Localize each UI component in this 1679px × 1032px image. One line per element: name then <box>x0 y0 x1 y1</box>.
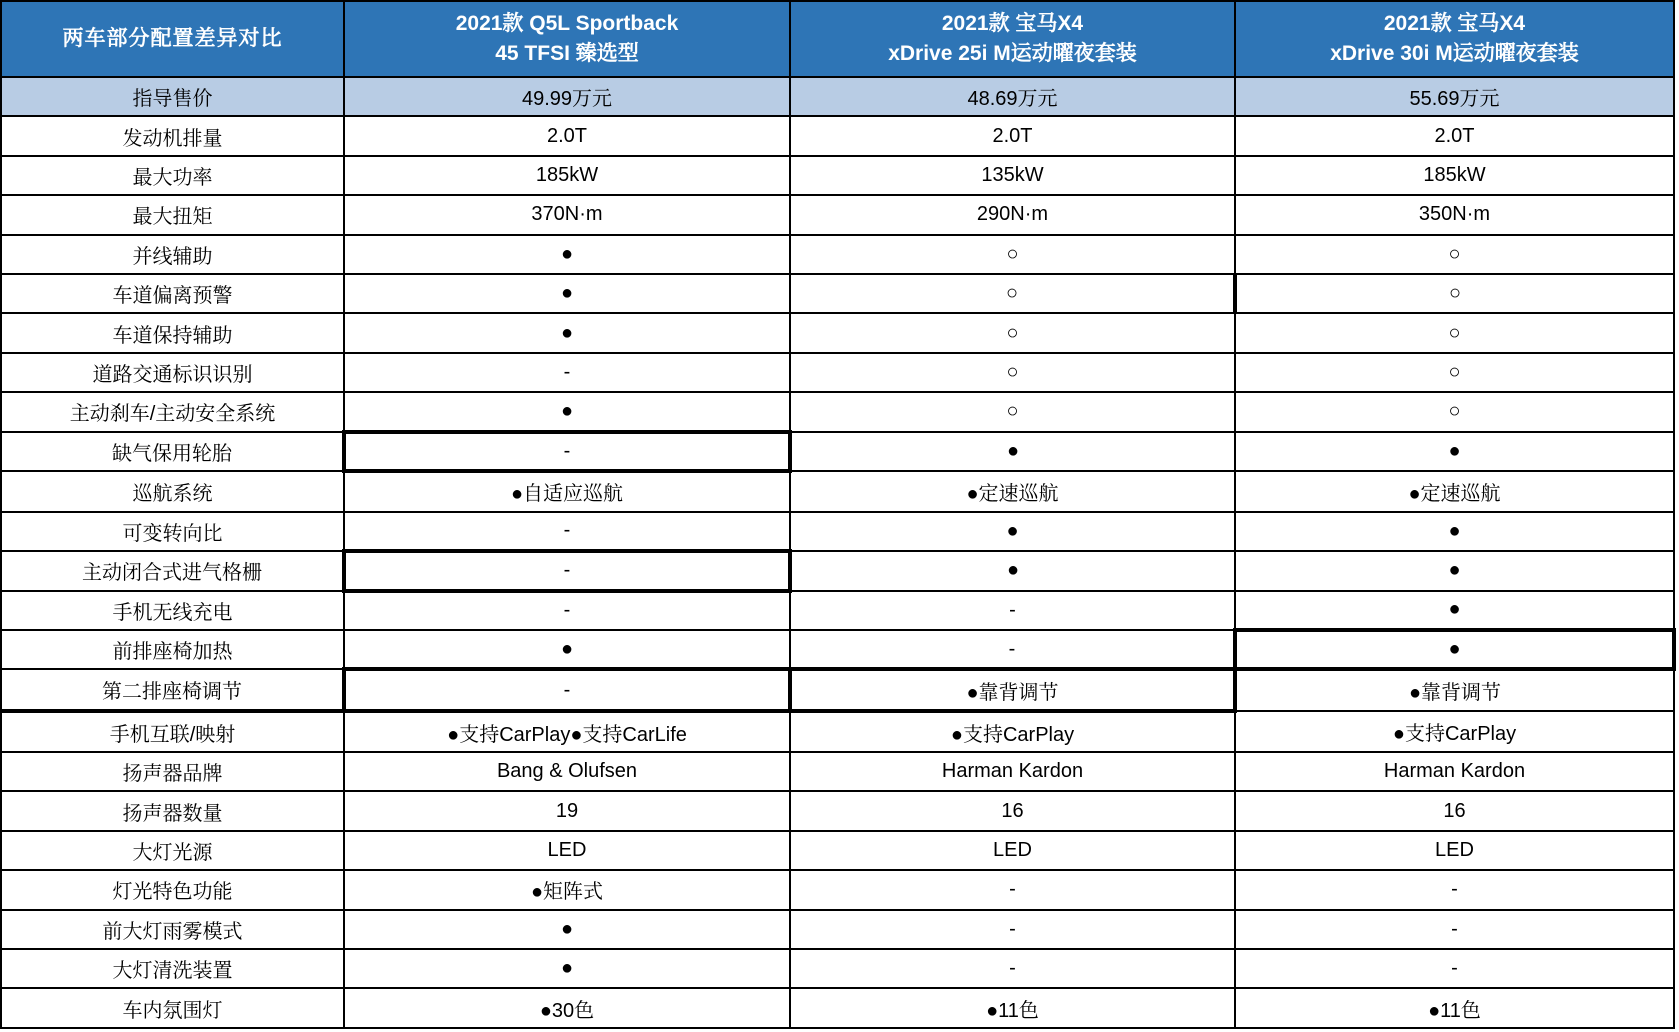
cell-value: ● <box>344 630 790 669</box>
cell-value: 16 <box>1235 791 1674 830</box>
cell-value: LED <box>790 831 1235 870</box>
cell-value: LED <box>1235 831 1674 870</box>
cell-value: ●定速巡航 <box>790 471 1235 512</box>
cell-value: 185kW <box>1235 156 1674 195</box>
cell-value: - <box>790 910 1235 949</box>
column-header-q5l-sportback <box>344 1 790 77</box>
cell-value: Harman Kardon <box>790 752 1235 791</box>
row-label: 道路交通标识识别 <box>1 353 344 392</box>
row-label: 前排座椅加热 <box>1 630 344 669</box>
column-title-line: 2021款 宝马X4 <box>941 11 1084 35</box>
table-row <box>1 910 1674 949</box>
table-row <box>1 116 1674 155</box>
table-row <box>1 551 1674 590</box>
cell-value: 2.0T <box>344 116 790 155</box>
table-row <box>1 274 1674 313</box>
cell-value: ●定速巡航 <box>1235 471 1674 512</box>
column-title-line: 2021款 Q5L Sportback <box>455 11 679 35</box>
cell-value: 185kW <box>344 156 790 195</box>
row-label: 大灯清洗装置 <box>1 949 344 988</box>
row-label: 灯光特色功能 <box>1 870 344 909</box>
cell-value: ●支持CarPlay <box>790 711 1235 752</box>
table-row <box>1 235 1674 274</box>
cell-value: ●支持CarPlay <box>1235 711 1674 752</box>
cell-value: ●支持CarPlay●支持CarLife <box>344 711 790 752</box>
column-header-bmw-x4-30i <box>1235 1 1674 77</box>
row-label: 车道保持辅助 <box>1 313 344 352</box>
table-row <box>1 471 1674 512</box>
table-row <box>1 711 1674 752</box>
cell-value: - <box>790 630 1235 669</box>
cell-value: - <box>1235 949 1674 988</box>
row-label: 可变转向比 <box>1 512 344 551</box>
cell-value: - <box>1235 870 1674 909</box>
cell-value: ○ <box>1235 392 1674 431</box>
cell-value: - <box>344 353 790 392</box>
column-title-line: xDrive 30i M运动曜夜套装 <box>1330 42 1579 65</box>
row-label: 大灯光源 <box>1 831 344 870</box>
cell-value: - <box>790 591 1235 630</box>
cell-value: ○ <box>790 235 1235 274</box>
cell-value: - <box>344 512 790 551</box>
row-label: 主动刹车/主动安全系统 <box>1 392 344 431</box>
column-title-line: 45 TFSI 臻选型 <box>495 42 639 65</box>
table-row <box>1 669 1674 711</box>
table-row <box>1 752 1674 791</box>
cell-value: ●11色 <box>790 988 1235 1028</box>
cell-value: 2.0T <box>1235 116 1674 155</box>
cell-value: Harman Kardon <box>1235 752 1674 791</box>
table-row <box>1 313 1674 352</box>
row-label: 指导售价 <box>1 77 344 116</box>
table-row <box>1 870 1674 909</box>
cell-value: ● <box>1235 591 1674 630</box>
table-row <box>1 949 1674 988</box>
cell-value: - <box>344 551 790 590</box>
cell-value: ●靠背调节 <box>790 669 1235 711</box>
cell-value: ● <box>1235 551 1674 590</box>
row-label: 发动机排量 <box>1 116 344 155</box>
row-label: 手机无线充电 <box>1 591 344 630</box>
cell-value: 290N·m <box>790 195 1235 234</box>
cell-value: 19 <box>344 791 790 830</box>
cell-value: ● <box>1235 512 1674 551</box>
cell-value: ● <box>790 432 1235 471</box>
cell-value: ○ <box>1235 235 1674 274</box>
cell-value: ○ <box>790 274 1235 313</box>
cell-value: ● <box>344 392 790 431</box>
cell-value: ●矩阵式 <box>344 870 790 909</box>
table-row <box>1 432 1674 471</box>
table-row <box>1 156 1674 195</box>
cell-value: - <box>790 949 1235 988</box>
cell-value: - <box>344 669 790 711</box>
header-row <box>1 1 1674 77</box>
row-label: 扬声器数量 <box>1 791 344 830</box>
row-label: 最大功率 <box>1 156 344 195</box>
cell-value: ● <box>790 512 1235 551</box>
cell-value: 49.99万元 <box>344 77 790 116</box>
column-header-bmw-x4-25i <box>790 1 1235 77</box>
cell-value: ● <box>344 235 790 274</box>
table-row <box>1 512 1674 551</box>
cell-value: 2.0T <box>790 116 1235 155</box>
row-label: 巡航系统 <box>1 471 344 512</box>
cell-value: 135kW <box>790 156 1235 195</box>
table-row <box>1 353 1674 392</box>
table-row <box>1 630 1674 669</box>
cell-value: 350N·m <box>1235 195 1674 234</box>
table-row <box>1 392 1674 431</box>
table-title: 两车部分配置差异对比 <box>1 1 344 77</box>
cell-value: ● <box>344 313 790 352</box>
row-label: 第二排座椅调节 <box>1 669 344 711</box>
cell-value: ○ <box>1235 353 1674 392</box>
cell-value: ●靠背调节 <box>1235 669 1674 711</box>
cell-value: ● <box>1235 432 1674 471</box>
row-label: 手机互联/映射 <box>1 711 344 752</box>
row-label: 并线辅助 <box>1 235 344 274</box>
cell-value: 48.69万元 <box>790 77 1235 116</box>
column-title-line: xDrive 25i M运动曜夜套装 <box>888 42 1137 65</box>
row-label: 最大扭矩 <box>1 195 344 234</box>
table-body <box>1 77 1674 1028</box>
cell-value: 370N·m <box>344 195 790 234</box>
cell-value: ●11色 <box>1235 988 1674 1028</box>
row-label: 车道偏离预警 <box>1 274 344 313</box>
cell-value: ○ <box>790 353 1235 392</box>
cell-value: ● <box>344 274 790 313</box>
column-title-line: 2021款 宝马X4 <box>1383 11 1526 35</box>
cell-value: LED <box>344 831 790 870</box>
table-row <box>1 988 1674 1028</box>
cell-value: Bang & Olufsen <box>344 752 790 791</box>
row-label: 扬声器品牌 <box>1 752 344 791</box>
cell-value: ●30色 <box>344 988 790 1028</box>
cell-value: ● <box>1235 630 1674 669</box>
row-label: 前大灯雨雾模式 <box>1 910 344 949</box>
row-label: 车内氛围灯 <box>1 988 344 1028</box>
cell-value: 55.69万元 <box>1235 77 1674 116</box>
table-row <box>1 591 1674 630</box>
table-row <box>1 831 1674 870</box>
table-row <box>1 77 1674 116</box>
cell-value: ● <box>344 949 790 988</box>
table-row <box>1 791 1674 830</box>
cell-value: ○ <box>790 392 1235 431</box>
row-label: 主动闭合式进气格栅 <box>1 551 344 590</box>
cell-value: - <box>1235 910 1674 949</box>
cell-value: - <box>344 591 790 630</box>
cell-value: ● <box>344 910 790 949</box>
cell-value: ○ <box>1235 313 1674 352</box>
cell-value: ● <box>790 551 1235 590</box>
cell-value: - <box>790 870 1235 909</box>
cell-value: ○ <box>790 313 1235 352</box>
cell-value: 16 <box>790 791 1235 830</box>
cell-value: ●自适应巡航 <box>344 471 790 512</box>
table-row <box>1 195 1674 234</box>
cell-value: - <box>344 432 790 471</box>
cell-value: ○ <box>1235 274 1674 313</box>
row-label: 缺气保用轮胎 <box>1 432 344 471</box>
